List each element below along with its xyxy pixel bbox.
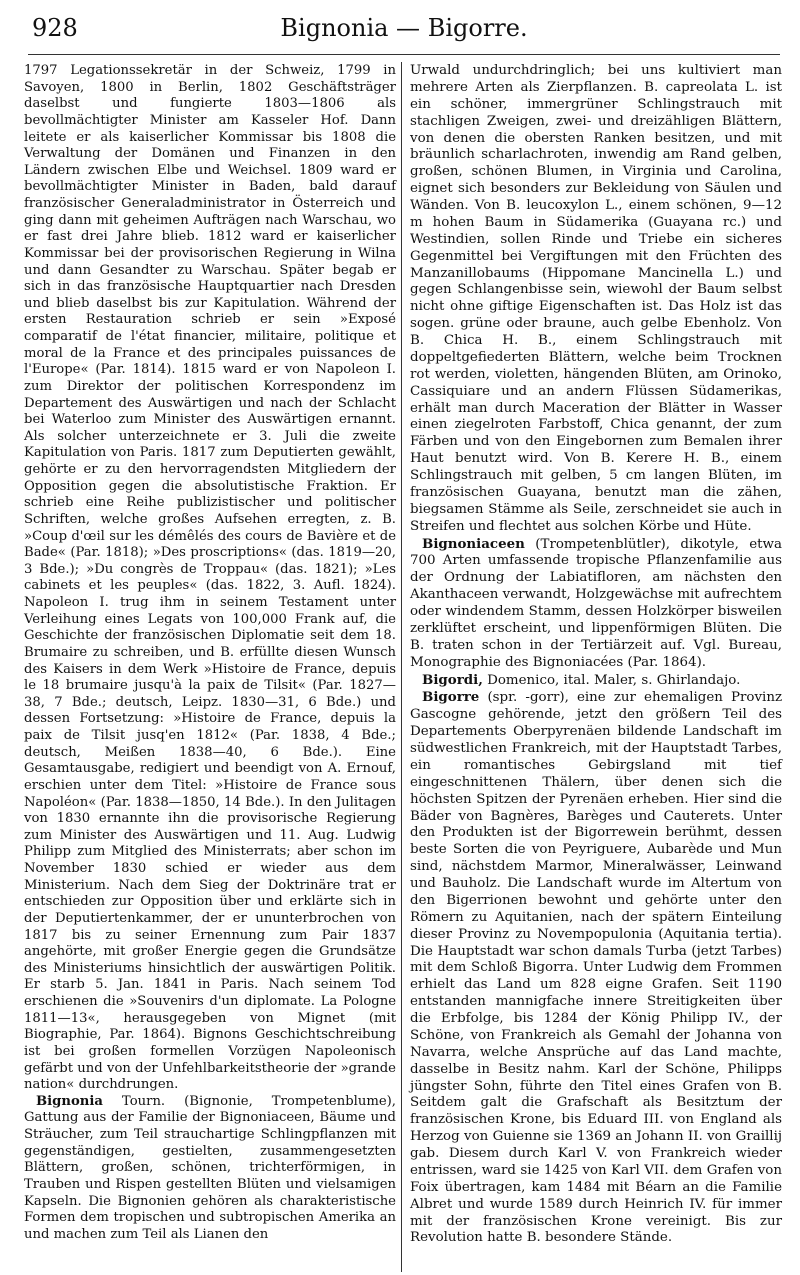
entry-text: Domenico, ital. Maler, s. Ghirlandajo. xyxy=(482,672,741,688)
page-number: 928 xyxy=(32,14,78,42)
entry-bigorre xyxy=(410,689,782,1247)
bignonia-entry-continuation: Urwald undurchdringlich; bei uns kultiviert man mehrere Arten als Zierpflanzen. B. capreolata L. ist ein schöner, immergrüner Schlingstrauch mit stachligen Zweigen, zwei- und dreizähligen Blättern, von denen die obersten Ranken besitzen, und mit bräunlich scharlachroten, inwendig am Rand gelben, großen, schönen Blumen, in Virginia und Carolina, eignet sich besonders zur Bekleidung von Säulen und Wänden. Von B. leucoxylon L., einem schönen, 9—12 m hohen Baum in Südamerika (Guayana rc.) und Westindien, sollen Rinde und Triebe ein sicheres Gegenmittel bei Vergiftungen mit den Früchten des Manzanillobaums (Hippomane Mancinella L.) und gegen Schlangenbisse sein, wiewohl der Baum selbst nicht ohne giftige Eigenschaften ist. Das Holz ist das sogen. grüne oder braune, auch gelbe Ebenholz. Von B. Chica H. B., einem Schlingstrauch mit doppeltgefiederten Blättern, welche beim Trocknen rot werden, violetten, hängenden Blüten, am Orinoko, Cassiquiare und an andern Flüssen Südamerikas, erhält man durch Maceration der Blätter in Wasser einen ziegelroten Farbstoff, Chica genannt, der zum Färben und von den Eingebornen zum Bemalen ihrer Haut benutzt wird. Von B. Kerere H. B., einem Schlingstrauch mit gelben, 5 cm langen Blüten, im französischen Guayana, benutzt man die zähen, biegsamen Stämme als Seile, zerschneidet sie auch in Streifen und flechtet aus solchen Körbe und Hüte. xyxy=(410,63,782,534)
headword: Bignonia xyxy=(36,1093,103,1109)
running-title: Bignonia — Bigorre. xyxy=(280,14,528,42)
headword: Bigorre xyxy=(422,689,480,706)
page-header xyxy=(32,14,776,50)
entry-text: (spr. -gorr), eine zur ehemaligen Provinz Gascogne gehörende, jetzt den größern Teil des Departements Oberpyrenäen bildende Landschaft im südwestlichen Frankreich, mit der Hauptstadt Tarbes, ein romantisches Gebirgsland mit tief eingeschnittenen Thälern, über denen sich die höchsten Spitzen der Pyrenäen erheben. Hier sind die Bäder von Bagnères, Barèges und Cauterets. Unter den Produkten ist der Bigorrewein berühmt, dessen beste Sorten die von Peyriguere, Aubarède und Mun sind, nächstdem Marmor, Mineralwässer, Leinwand und Bauholz. Die Landschaft wurde im Altertum von den Bigerrionen bewohnt und gehörte unter den Römern zu Aquitanien, nach der spätern Einteilung dieser Provinz zu Novempopulonia (Aquitania tertia). Die Hauptstadt war schon damals Turba (jetzt Tarbes) mit dem Schloß Bigorra. Unter Ludwig dem Frommen erhielt das Land um 828 eigne Grafen. Seit 1190 entstanden mannigfache innere Streitigkeiten über die Erbfolge, bis 1284 der König Philipp IV., der Schöne, von Frankreich als Gemahl der Johanna von Navarra, welche Ansprüche auf das Land machte, dasselbe in Besitz nahm. Karl der Schöne, Philipps jüngster Sohn, führte den Titel eines Grafen von B. Seitdem galt die Grafschaft als Besitztum der französischen Krone, bis Eduard III. von England als Herzog von Guienne sie 1369 an Johann II. von Graillij gab. Diesem durch Karl V. von Frankreich wieder entrissen, ward sie 1425 von Karl VII. dem Grafen von Foix übertragen, kam 1484 mit Béarn an die Familie Albret und wurde 1589 durch Heinrich IV. für immer mit der französischen Krone vereinigt. Bis zur Revolution hatte B. besondere Stände. xyxy=(410,690,782,1246)
bignon-entry-continuation: 1797 Legationssekretär in der Schweiz, 1799 in Savoyen, 1800 in Berlin, 1802 Geschäftsträger daselbst und fungierte 1803—1806 als bevollmächtigter Minister am Kasseler Hof. Dann leitete er als kaiserlicher Kommissar bis 1808 die Verwaltung der Domänen und Finanzen in den Ländern zwischen Elbe und Weichsel. 1809 ward er bevollmächtigter Minister in Baden, bald darauf französischer Generaladministrator in Österreich und ging dann mit geheimen Aufträgen nach Warschau, wo er fast drei Jahre blieb. 1812 ward er kaiserlicher Kommissar bei der provisorischen Regierung in Wilna und dann Gesandter zu Warschau. Später begab er sich in das französische Hauptquartier nach Dresden und blieb daselbst bis zur Kapitulation. Während der ersten Restauration schrieb er sein »Exposé comparatif de l'état financier, militaire, politique et moral de la France et des principales puissances de l'Europe« (Par. 1814). 1815 ward er von Napoleon I. zum Direktor der politischen Korrespondenz im Departement des Auswärtigen und nach der Schlacht bei Waterloo zum Minister des Auswärtigen ernannt. Als solcher unterzeichnete er 3. Juli die zweite Kapitulation von Paris. 1817 zum Deputierten gewählt, gehörte er zu den hervorragendsten Mitgliedern der Opposition gegen die absolutistische Fraktion. Er schrieb eine Reihe publizistischer und politischer Schriften, welche großes Aufsehen erregten, z. B. »Coup d'œil sur les démêlés des cours de Bavière et de Bade« (Par. 1818); »Des proscriptions« (das. 1819—20, 3 Bde.); »Du congrès de Troppau« (das. 1821); »Les cabinets et les peuples« (das. 1822, 3. Aufl. 1824). Napoleon I. trug ihm in seinem Testament unter Verleihung eines Legats von 100,000 Frank auf, die Geschichte der französischen Diplomatie seit dem 18. Brumaire zu schreiben, und B. erfüllte diesen Wunsch des Kaisers in dem Werk »Histoire de France, depuis le 18 brumaire jusqu'à la paix de Tilsit« (Par. 1827—38, 7 Bde.; deutsch, Leipz. 1830—31, 6 Bde.) und dessen Fortsetzung: »Histoire de France, depuis la paix de Tilsit jusq'en 1812« (Par. 1838, 4 Bde.; deutsch, Meißen 1838—40, 6 Bde.). Eine Gesamtausgabe, redigiert und beendigt von A. Ernouf, erschien unter dem Titel: »Histoire de France sous Napoléon« (Par. 1838—1850, 14 Bde.). In den Julitagen von 1830 ernannte ihn die provisorische Regierung zum Minister des Auswärtigen und 11. Aug. Ludwig Philipp zum Mitglied des Ministerrats; aber schon im November 1830 schied er wieder aus dem Ministerium. Nach dem Sieg der Doktrinäre trat er entschieden zur Opposition über und erklärte sich in der Deputiertenkammer, der er ununterbrochen von 1817 bis zu seiner Ernennung zum Pair 1837 angehörte, mit großer Energie gegen die Grundsätze des Ministeriums hinsichtlich der auswärtigen Politik. Er starb 5. Jan. 1841 in Paris. Nach seinem Tod erschienen die »Souvenirs d'un diplomate. La Pologne 1811—13«, herausgegeben von Mignet (mit Biographie, Par. 1864). Bignons Geschichtschreibung ist bei großen formellen Vorzügen Napoleonisch gefärbt und von der Unfehlbarkeitstheorie der »grande nation« durchdrungen. xyxy=(24,63,396,1093)
header-rule xyxy=(28,54,780,55)
right-column xyxy=(410,63,782,1247)
entry-bignoniaceen xyxy=(410,536,782,672)
entry-text: (Trompetenblütler), dikotyle, etwa 700 Arten umfassende tropische Pflanzenfamilie aus der Ordnung der Labiatifloren, am nächsten den Akanthaceen verwandt, Holzgewächse mit aufrechtem oder windendem Stamm, dessen Holzkörper bisweilen zerklüftet erscheint, und lippenförmigen Blüten. Die B. traten schon in der Tertiärzeit auf. Vgl. Bureau, Monographie des Bignoniacées (Par. 1864). xyxy=(410,536,782,670)
entry-text: Tourn. (Bignonie, Trompetenblume), Gattung aus der Familie der Bignoniaceen, Bäume und Sträucher, zum Teil strauchartige Schlingpflanzen mit gegenständigen, gestielten, zusammengesetzten Blättern, großen, schönen, trichterförmigen, in Trauben und Rispen gestellten Blüten und vielsamigen Kapseln. Die Bignonien gehören als charakteristische Formen dem tropischen und subtropischen Amerika an und machen zum Teil als Lianen den xyxy=(24,1093,396,1242)
column-divider xyxy=(401,62,402,1272)
entry-bignonia xyxy=(24,1094,396,1244)
headword: Bigordi, xyxy=(422,671,483,688)
headword: Bignoniaceen xyxy=(422,535,525,552)
entry-bigordi xyxy=(410,672,782,690)
left-column xyxy=(24,63,396,1243)
